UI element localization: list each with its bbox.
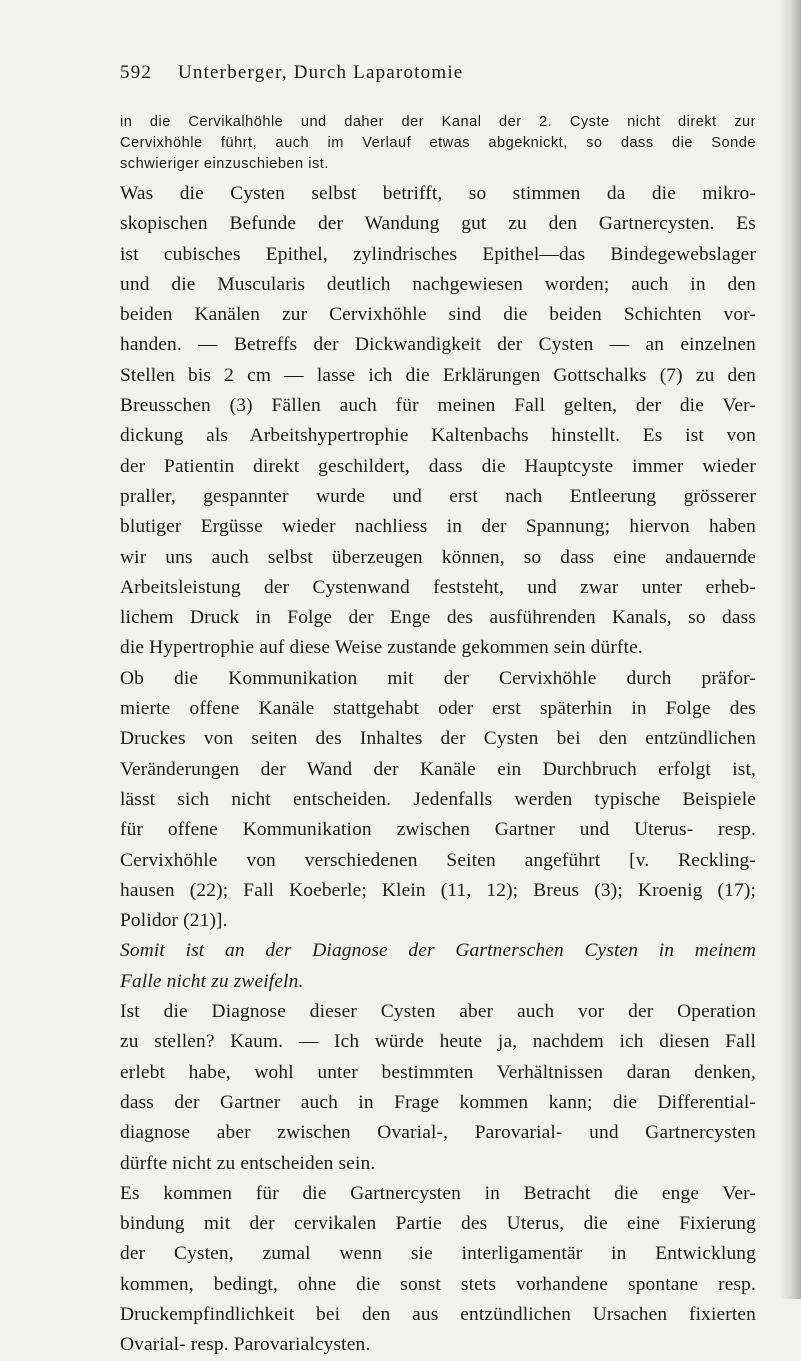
text-line: Somit ist an der Diagnose der Gartnerschen Cysten in meinem	[120, 940, 756, 962]
body-text	[120, 179, 756, 1361]
text-line: dürfte nicht zu entscheiden sein.	[120, 1152, 376, 1174]
small-print-paragraph	[120, 112, 756, 175]
running-header	[120, 62, 463, 84]
text-line: Ovarial- resp. Parovarialcysten.	[120, 1334, 371, 1356]
text-line: der Patientin direkt geschildert, dass die Hauptcyste immer wieder	[120, 455, 756, 477]
text-line: in die Cervikalhöhle und daher der Kanal der 2. Cyste nicht direkt zur	[120, 114, 756, 130]
text-line: Falle nicht zu zweifeln.	[120, 970, 304, 992]
text-line: diagnose aber zwischen Ovarial-, Parovarial- und Gartnercysten	[120, 1122, 756, 1144]
text-line: Was die Cysten selbst betrifft, so stimmen da die mikro-	[120, 183, 756, 204]
text-line: Stellen bis 2 cm — lasse ich die Erklärungen Gottschalks (7) zu den	[120, 364, 756, 386]
text-line: bindung mit der cervikalen Partie des Uterus, die eine Fixierung	[120, 1213, 756, 1235]
text-line: Breusschen (3) Fällen auch für meinen Fall gelten, der die Ver-	[120, 395, 756, 417]
text-line: Ob die Kommunikation mit der Cervixhöhle durch präfor-	[120, 667, 756, 689]
text-line: erlebt habe, wohl unter bestimmten Verhältnissen daran denken,	[120, 1061, 756, 1083]
text-line: Veränderungen der Wand der Kanäle ein Durchbruch erfolgt ist,	[120, 758, 756, 780]
text-line: dass der Gartner auch in Frage kommen kann; die Differential-	[120, 1091, 756, 1113]
text-line: der Cysten, zumal wenn sie interligamentär in Entwicklung	[120, 1243, 756, 1265]
text-line: und die Muscularis deutlich nachgewiesen worden; auch in den	[120, 273, 756, 295]
text-line: dickung als Arbeitshypertrophie Kaltenbachs hinstellt. Es ist von	[120, 425, 756, 447]
text-line: Cervixhöhle von verschiedenen Seiten angeführt [v. Reckling-	[120, 849, 756, 871]
running-title: Unterberger, Durch Laparotomie	[177, 62, 464, 83]
text-line: für offene Kommunikation zwischen Gartner und Uterus- resp.	[120, 819, 756, 841]
text-line: Polidor (21)].	[120, 910, 228, 932]
text-line: kommen, bedingt, ohne die sonst stets vorhandene spontane resp.	[120, 1273, 756, 1295]
page-number: 592	[120, 62, 153, 83]
text-line: zu stellen? Kaum. — Ich würde heute ja, nachdem ich diesen Fall	[120, 1031, 756, 1053]
text-line: Ist die Diagnose dieser Cysten aber auch vor der Operation	[120, 1001, 756, 1023]
text-line: beiden Kanälen zur Cervixhöhle sind die beiden Schichten vor-	[120, 304, 756, 326]
text-line: mierte offene Kanäle stattgehabt oder erst späterhin in Folge des	[120, 698, 756, 720]
text-line: ist cubisches Epithel, zylindrisches Epithel—das Bindegewebslager	[120, 243, 756, 265]
text-line: handen. — Betreffs der Dickwandigkeit der Cysten — an einzelnen	[120, 334, 756, 356]
text-line: skopischen Befunde der Wandung gut zu den Gartnercysten. Es	[120, 213, 756, 235]
text-line: praller, gespannter wurde und erst nach Entleerung grösserer	[120, 485, 756, 507]
text-line: Cervixhöhle führt, auch im Verlauf etwas abgeknickt, so dass die Sonde	[120, 135, 756, 151]
text-line: Arbeitsleistung der Cystenwand feststeht, und zwar unter erheb-	[120, 576, 756, 598]
text-line: Es kommen für die Gartnercysten in Betracht die enge Ver-	[120, 1182, 756, 1204]
text-line: wir uns auch selbst überzeugen können, so dass eine andauernde	[120, 546, 756, 568]
text-line: blutiger Ergüsse wieder nachliess in der Spannung; hiervon haben	[120, 516, 756, 538]
text-line: Druckempfindlichkeit bei den aus entzündlichen Ursachen fixierten	[120, 1303, 756, 1325]
text-line: lässt sich nicht entscheiden. Jedenfalls werden typische Beispiele	[120, 788, 756, 810]
text-line: die Hypertrophie auf diese Weise zustande gekommen sein dürfte.	[120, 637, 643, 659]
text-line: schwieriger einzuschieben ist.	[120, 156, 329, 172]
page-edge-shadow	[779, 0, 801, 1299]
text-line: hausen (22); Fall Koeberle; Klein (11, 12); Breus (3); Kroenig (17);	[120, 879, 756, 901]
text-line: Druckes von seiten des Inhaltes der Cysten bei den entzündlichen	[120, 728, 756, 750]
text-line: lichem Druck in Folge der Enge des ausführenden Kanals, so dass	[120, 607, 756, 629]
